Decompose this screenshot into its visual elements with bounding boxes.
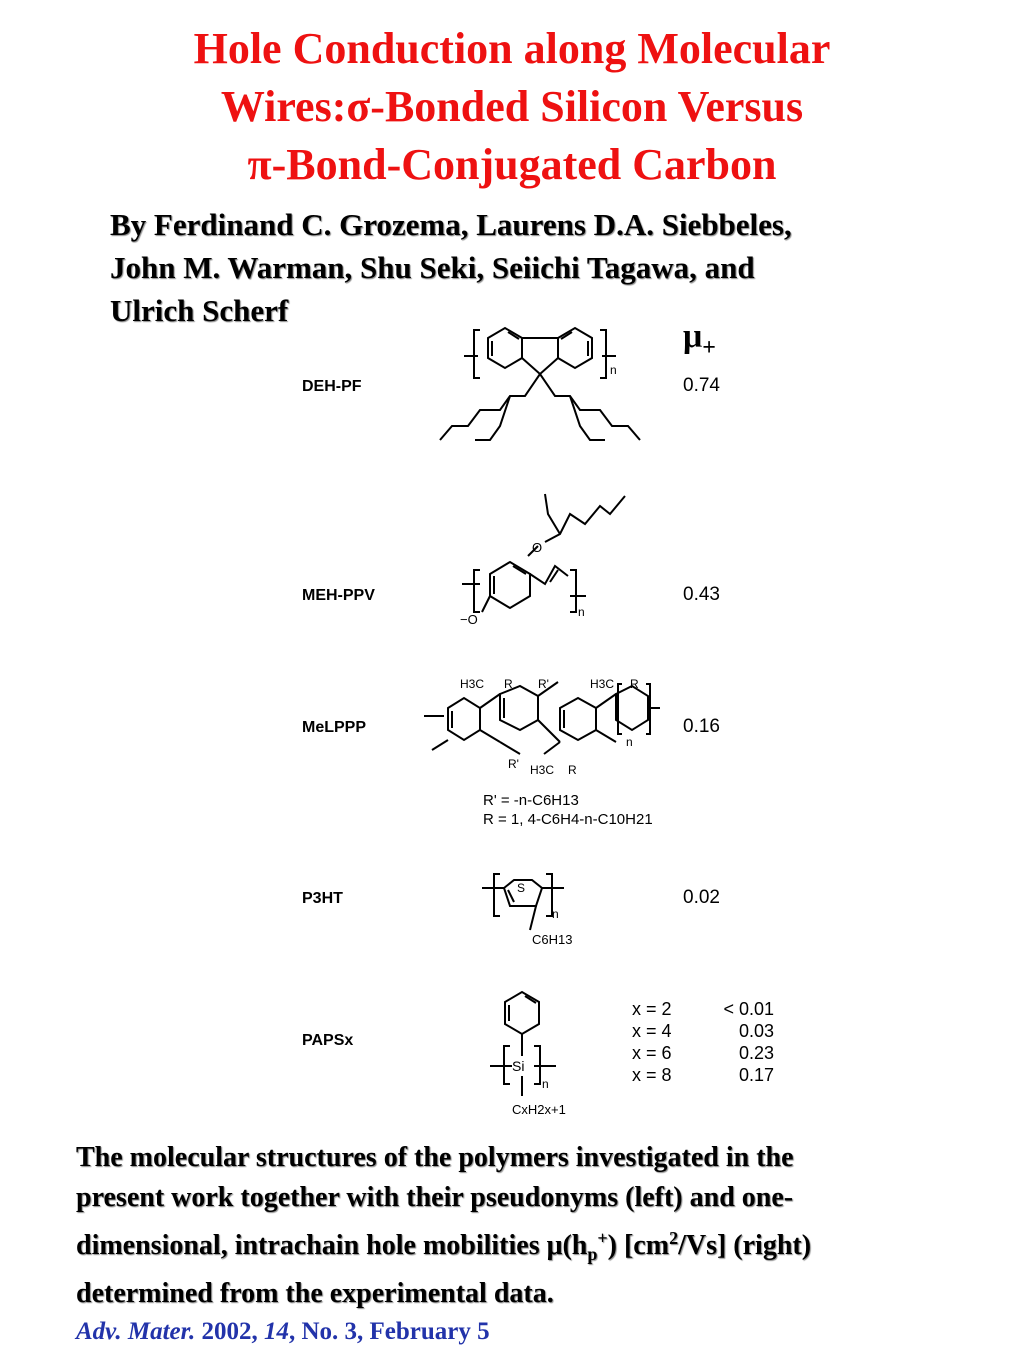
mu-symbol: μ: [683, 318, 703, 355]
citation: [76, 1318, 490, 1346]
papsx-value: 0.03: [738, 1021, 774, 1041]
melppp-h3c-label-3: H3C: [530, 763, 555, 777]
papsx-row: [632, 1064, 774, 1086]
author-list: [110, 203, 970, 332]
structure-meh-ppv: [450, 484, 630, 639]
p3ht-n-label: n: [552, 907, 559, 921]
melppp-h3c-label-2: H3C: [590, 677, 615, 691]
polymer-name-melppp: MeLPPP: [302, 719, 367, 736]
deh-pf-drawing: [430, 318, 660, 468]
mobility-value-meh-ppv: 0.43: [683, 584, 720, 605]
caption-line-3-part-a: dimensional, intrachain hole mobilities μ(h: [76, 1230, 588, 1261]
mobility-header: [683, 318, 716, 362]
papsx-value: 0.23: [738, 1043, 774, 1063]
melppp-substituent-definitions: [483, 791, 653, 829]
structure-p3ht: [478, 868, 598, 955]
mobility-value-deh-pf: 0.74: [683, 375, 720, 396]
melppp-r-label-3: R: [568, 763, 577, 777]
melppp-rprime-label-2: R': [508, 757, 519, 771]
papsx-silicon-label: Si: [512, 1058, 525, 1074]
deh-pf-n-label: n: [610, 363, 617, 377]
papsx-row: [632, 1020, 774, 1042]
polymer-name-deh-pf: DEH-PF: [302, 378, 362, 395]
caption-line-3-part-c: /Vs] (right): [678, 1230, 812, 1261]
papsx-x: x = 8: [632, 1065, 672, 1085]
title-line-2: Wires:σ-Bonded Silicon Versus: [220, 82, 804, 131]
p3ht-drawing: [478, 868, 598, 950]
papsx-value: 0.17: [738, 1065, 774, 1085]
mobility-value-melppp: 0.16: [683, 716, 720, 737]
melppp-r-label-1: R: [504, 677, 513, 691]
structure-deh-pf: [430, 318, 660, 473]
caption-superscript-plus: +: [597, 1228, 608, 1248]
authors-line-3: Ulrich Scherf: [110, 293, 289, 328]
caption-superscript-2: 2: [669, 1228, 679, 1248]
papsx-n-label: n: [542, 1077, 549, 1091]
polymer-name-p3ht: P3HT: [302, 890, 343, 907]
papsx-mobility-table: [632, 998, 774, 1086]
papsx-alkyl-label: CxH2x+1: [512, 1102, 566, 1117]
authors-line-2: John M. Warman, Shu Seki, Seiichi Tagawa, and: [110, 250, 755, 285]
page-title: [0, 20, 1024, 194]
papsx-x: x = 6: [632, 1043, 672, 1063]
melppp-rprime-label-1: R': [538, 677, 549, 691]
rprime-definition: R' = -n-C6H13: [483, 792, 579, 809]
melppp-r-label-2: R: [630, 677, 639, 691]
papsx-x: x = 4: [632, 1021, 672, 1041]
structure-melppp: [420, 672, 660, 787]
p3ht-sulfur-label: S: [517, 881, 526, 895]
papsx-row: [632, 1042, 774, 1064]
caption-line-4: determined from the experimental data.: [76, 1278, 554, 1309]
caption-line-1: The molecular structures of the polymers investigated in the: [76, 1142, 794, 1173]
polymer-name-meh-ppv: MEH-PPV: [302, 587, 375, 604]
citation-year: 2002,: [195, 1318, 264, 1345]
title-line-1: Hole Conduction along Molecular: [193, 24, 831, 73]
papsx-x: x = 2: [632, 999, 672, 1019]
papsx-drawing: [480, 990, 600, 1125]
p3ht-hexyl-label: C6H13: [532, 932, 573, 947]
mobility-value-p3ht: 0.02: [683, 887, 720, 908]
meh-ppv-n-label: n: [578, 605, 585, 619]
structure-papsx: [480, 990, 600, 1130]
figure-caption: [76, 1138, 976, 1314]
papsx-row: [632, 998, 774, 1020]
polymer-name-papsx: PAPSx: [302, 1032, 354, 1049]
caption-line-2: present work together with their pseudonyms (left) and one-: [76, 1182, 794, 1213]
papsx-value: < 0.01: [723, 999, 774, 1019]
melppp-n-label: n: [626, 735, 633, 749]
melppp-h3c-label-1: H3C: [460, 677, 485, 691]
caption-subscript-p: p: [587, 1244, 598, 1264]
caption-line-3-part-b: ) [cm: [607, 1230, 670, 1261]
citation-rest: , No. 3, February 5: [288, 1318, 490, 1345]
citation-journal: Adv. Mater.: [76, 1318, 196, 1345]
authors-line-1: By Ferdinand C. Grozema, Laurens D.A. Siebbeles,: [110, 207, 792, 242]
title-line-3: π-Bond-Conjugated Carbon: [247, 140, 777, 189]
caption-line-3: [76, 1218, 976, 1274]
meh-ppv-oxygen-label: O: [532, 540, 543, 555]
meh-ppv-drawing: [450, 484, 630, 634]
melppp-drawing: [420, 672, 660, 782]
r-definition: R = 1, 4-C6H4-n-C10H21: [483, 811, 653, 828]
citation-volume: 14: [263, 1318, 289, 1345]
mu-subscript: +: [702, 335, 716, 361]
meh-ppv-methoxy-label: −O: [460, 612, 478, 627]
